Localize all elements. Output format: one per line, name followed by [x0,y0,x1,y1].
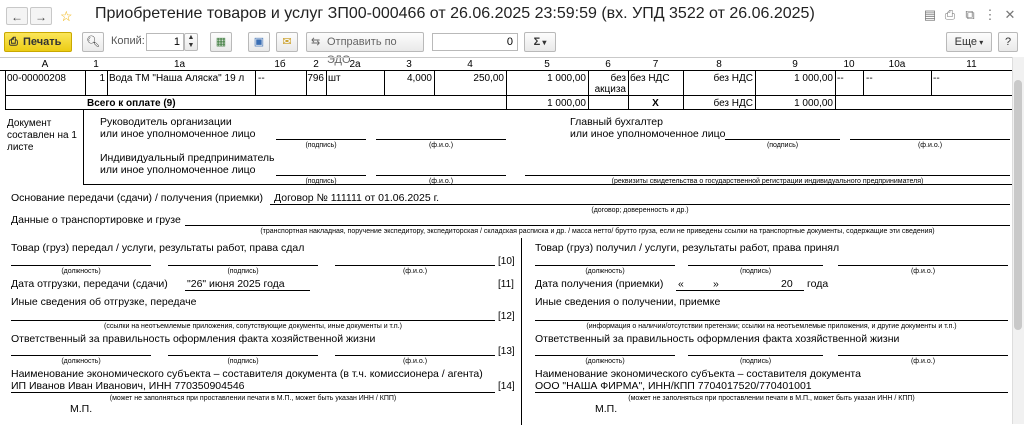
ship-date-label: Дата отгрузки, передачи (сдачи) [11,278,168,290]
col-header: 3 [406,59,412,70]
help-icon: ? [1004,36,1012,48]
more-label: Еще [954,36,978,48]
col-header: 5 [544,59,550,70]
col-header: 10 [843,59,855,70]
receive-date-open-quote: « [678,278,684,290]
row-code: 00-00000208 [7,73,66,84]
basis-label: Основание передачи (сдачи) / получения (приемки) [11,192,263,204]
receive-date-label: Дата получения (приемки) [535,278,664,290]
received-label: Товар (груз) получил / услуги, результаты работ, права принял [535,242,840,254]
ship-other-label: Иные сведения об отгрузке, передаче [11,296,197,308]
accountant-fio-caption: (ф.и.о.) [917,142,943,149]
ship-date-value: "26" июня 2025 года [187,278,285,290]
head-fio-caption: (ф.и.о.) [428,142,454,149]
save-icon[interactable]: ▤ [923,7,937,22]
rresp-sign-caption: (подпись) [739,358,772,365]
rresp-position-caption: (должность) [585,358,625,365]
seller-entity-label: Наименование экономического субъекта – составителя документа (в т.ч. комиссионера / агента) [11,368,483,380]
printer-icon: ⎙ [9,36,18,48]
print-button-label: Печать [23,36,62,48]
handed-label: Товар (груз) передал / услуги, результаты работ, права сдал [11,242,305,254]
ip-requisites-caption: (реквизиты свидетельства о государственной регистрации индивидуального предпринимателя) [611,178,924,185]
accountant-sign-caption: (подпись) [766,142,799,149]
total-x-mark: X [652,98,659,109]
buyer-entity-value: ООО "НАША ФИРМА", ИНН/КПП 7704017520/770401001 [535,380,812,392]
col-header: 1б [274,59,286,70]
preview-button[interactable] [82,32,104,52]
col-header: 11 [966,59,977,70]
col-header: 2 [313,59,319,70]
col-header: 9 [792,59,798,70]
handed-position-caption: (должность) [61,268,101,275]
row-country-name: -- [866,73,873,84]
receive-date-year-suffix: года [807,278,829,290]
scrollbar-thumb[interactable] [1014,80,1022,330]
receive-date-year: 20 [781,278,793,290]
basis-value: Договор № 111111 от 01.06.2025 г. [274,192,440,204]
row-excise: без акциза [594,73,626,95]
col-header: 10а [888,59,906,70]
field-number-11: [11] [498,279,514,290]
col-header: 2а [349,59,361,70]
received-position-caption: (должность) [585,268,625,275]
handed-sign-caption: (подпись) [227,268,259,275]
field-number-13: [13] [498,346,515,357]
resp-sign-caption: (подпись) [227,358,259,365]
receive-other-caption: (информация о наличии/отсутствии претензии; ссылки на неотъемлемые приложения, и другие документы и т.п.) [586,323,957,330]
accountant-label-line2: или иное уполномоченное лицо [570,128,726,140]
title-bar [0,0,1024,30]
field-number-14: [14] [498,381,515,392]
row-product-name: Вода ТМ "Наша Аляска" 19 л [109,73,245,84]
total-sum-without-tax: 1 000,00 [547,98,586,109]
seller-stamp-mark: М.П. [70,403,93,415]
row-country-code: -- [837,73,844,84]
seller-entity-value: ИП Иванов Иван Иванович, ИНН 770350904546 [11,380,245,392]
more-icon[interactable]: ⋮ [983,7,997,22]
head-label-line2: или иное уполномоченное лицо [100,128,256,140]
head-sign-caption: (подпись) [305,142,337,149]
ip-label-line2: или иное уполномоченное лицо [100,164,256,176]
ip-sign-caption: (подпись) [305,178,337,185]
send-icon: ⇆ [311,36,321,48]
ship-other-caption: (ссылки на неотъемлемые приложения, сопутствующие документы, иные документы и т.п.) [103,323,402,330]
row-sum-with-tax: 1 000,00 [794,73,833,84]
copies-input[interactable]: 1 [146,33,184,51]
row-customs-number: -- [933,73,940,84]
edit-table-button[interactable] [210,32,232,52]
resp-position-caption: (должность) [61,358,101,365]
seller-entity-caption: (может не заполняться при проставлении печати в М.П., может быть указан ИНН / КПП) [109,395,397,402]
document-pages-text: Документ составлен на 1 листе [7,118,77,153]
accountant-label-line1: Главный бухгалтер [570,116,663,128]
ip-fio-caption: (ф.и.о.) [428,178,454,185]
col-header: 1 [93,59,99,70]
receive-other-label: Иные сведения о получении, приемке [535,296,721,308]
window-title: Приобретение товаров и услуг ЗП00-000466 от 26.06.2025 23:59:59 (вх. УПД 3522 от 26.06.2025) [95,5,815,22]
received-sign-caption: (подпись) [739,268,772,275]
field-number-10: [10] [498,256,515,267]
sum-field[interactable]: 0 [432,33,518,51]
back-arrow-icon[interactable]: ← [6,7,28,25]
row-price: 250,00 [473,73,504,84]
col-header: А [41,59,49,70]
head-label-line1: Руководитель организации [100,116,232,128]
row-type-code: -- [258,73,265,84]
save-button[interactable] [248,32,270,52]
sum-select-button[interactable] [524,32,556,52]
col-header: 4 [467,59,473,70]
row-tax-rate: без НДС [630,73,670,84]
magnifier-icon: 🔍︎ [86,36,100,48]
chevron-down-icon: ▾ [977,38,984,47]
buyer-entity-label: Наименование экономического субъекта – составителя документа [535,368,861,380]
receive-responsible-label: Ответственный за правильность оформления факта хозяйственной жизни [535,333,900,345]
transport-label: Данные о транспортировке и грузе [11,214,181,226]
field-number-12: [12] [498,311,515,322]
help-button[interactable] [998,32,1018,52]
forward-arrow-icon[interactable]: → [30,7,52,25]
copies-stepper[interactable]: ▲ ▼ [184,33,198,51]
sigma-icon: Σ [533,36,541,48]
ship-responsible-label: Ответственный за правильность оформления факта хозяйственной жизни [11,333,376,345]
envelope-icon: ✉ [282,36,292,48]
document-sheet [0,57,1012,425]
received-fio-caption: (ф.и.о.) [910,268,936,275]
col-header: 7 [652,59,659,70]
row-number: 1 [99,73,105,84]
handed-fio-caption: (ф.и.о.) [402,268,428,275]
col-header: 1а [173,59,186,70]
link-icon[interactable]: ⧉ [965,7,975,22]
floppy-icon: ▣ [253,36,265,48]
row-unit-code: 796 [307,73,324,84]
row-unit: шт [328,73,341,84]
row-sum-without-tax: 1 000,00 [547,73,586,84]
print-icon[interactable]: ⎙ [944,7,956,22]
row-tax-amount: без НДС [713,73,753,84]
close-icon[interactable]: ✕ [1004,7,1016,22]
total-sum-with-tax: 1 000,00 [794,98,833,109]
ip-label-line1: Индивидуальный предприниматель [100,152,275,164]
total-tax: без НДС [713,98,753,109]
buyer-stamp-mark: М.П. [595,403,618,415]
copies-label: Копий: [111,35,145,47]
star-icon[interactable]: ☆ [60,8,73,24]
col-header: 8 [716,59,722,70]
basis-caption: (договор; доверенность и др.) [591,207,689,214]
resp-fio-caption: (ф.и.о.) [402,358,428,365]
transport-caption: (транспортная накладная, поручение экспедитору, экспедиторская / складская расписка и др. / масса нетто/ брутто груза, если не приведены ссылки на транспортные документы, содержащие эти сведения) [260,228,935,235]
more-menu-button[interactable] [946,32,992,52]
email-button[interactable] [276,32,298,52]
receive-date-close-quote: » [713,278,719,290]
send-edo-label: Отправить по ЭДО [327,36,397,66]
total-label: Всего к оплате (9) [87,98,176,109]
col-header: 6 [605,59,611,70]
row-quantity: 4,000 [406,73,432,84]
print-button[interactable] [4,32,72,52]
table-edit-icon: ▦ [215,36,227,48]
chevron-down-icon: ▾ [540,38,547,47]
rresp-fio-caption: (ф.и.о.) [910,358,936,365]
buyer-entity-caption: (может не заполняться при проставлении печати в М.П., может быть указан ИНН / КПП) [628,395,915,402]
